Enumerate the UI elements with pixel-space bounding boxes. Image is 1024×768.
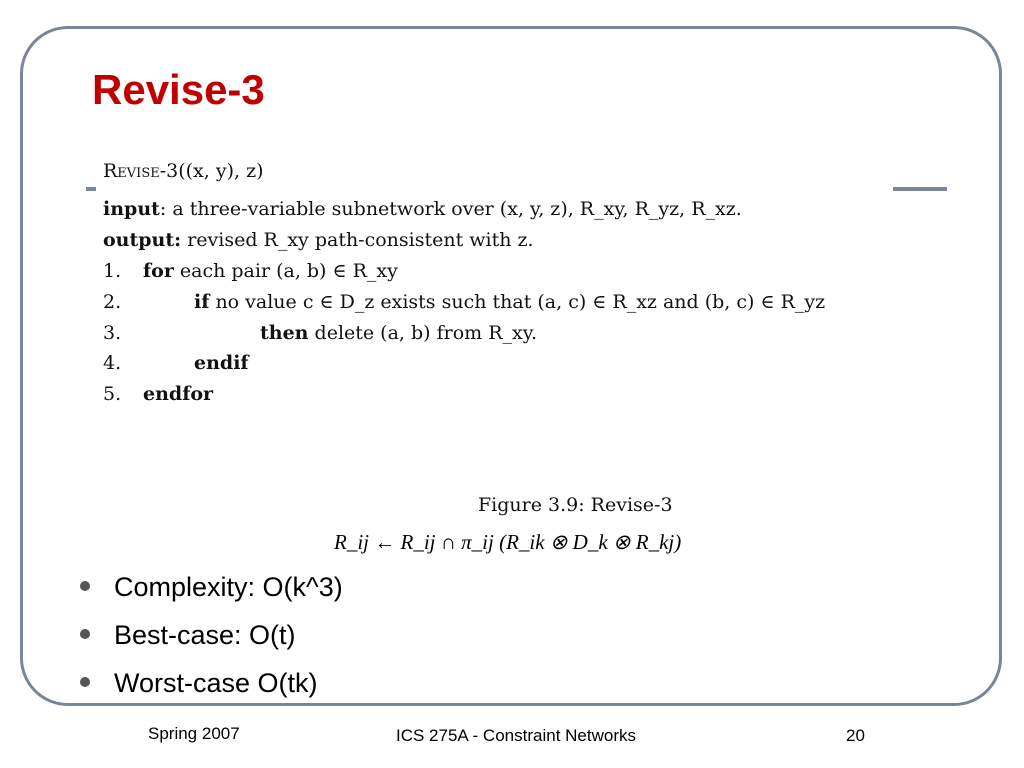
- output-label: output:: [103, 229, 182, 251]
- line-statement: [143, 382, 213, 406]
- line-text: no value c ∈ D_z exists such that (a, c) ∈ R_xz and (b, c) ∈ R_yz: [209, 291, 826, 313]
- footer-course: ICS 275A - Constraint Networks: [396, 726, 636, 745]
- bullet-dot-icon: [80, 581, 90, 591]
- line-statement: [143, 259, 398, 283]
- bullet-item-best-case: [80, 620, 296, 651]
- line-keyword: then: [260, 322, 309, 344]
- bullet-item-worst-case: [80, 668, 318, 699]
- algorithm-args: ((x, y), z): [178, 160, 264, 182]
- input-text: : a three-variable subnetwork over (x, y, z), R_xy, R_yz, R_xz.: [159, 198, 742, 220]
- figure-caption: Figure 3.9: Revise-3: [478, 494, 673, 516]
- algorithm-header: [103, 159, 264, 183]
- output-text: revised R_xy path-consistent with z.: [181, 229, 534, 251]
- line-keyword: endif: [194, 352, 249, 374]
- line-number: 1.: [103, 260, 122, 282]
- footer-date: Spring 2007: [148, 724, 240, 743]
- algorithm-output-line: [103, 228, 534, 252]
- slide-frame: [20, 26, 1002, 706]
- bullet-text: Best-case: O(t): [114, 620, 296, 650]
- update-formula: R_ij ← R_ij ∩ π_ij (R_ik ⊗ D_k ⊗ R_kj): [334, 530, 682, 554]
- line-number: 4.: [103, 352, 122, 374]
- bullet-dot-icon: [80, 629, 90, 639]
- bullet-item-complexity: [80, 572, 343, 603]
- bullet-text: Worst-case O(tk): [114, 668, 318, 698]
- line-keyword: for: [143, 260, 174, 282]
- line-statement: [194, 290, 825, 314]
- footer-page-number: 20: [846, 726, 865, 745]
- line-keyword: endfor: [143, 383, 214, 405]
- divider-mark-left: [86, 187, 96, 191]
- line-statement: [194, 351, 249, 375]
- bullet-dot-icon: [80, 677, 90, 687]
- line-number: 3.: [103, 322, 122, 344]
- slide-title: Revise-3: [92, 66, 265, 113]
- input-label: input: [103, 198, 160, 220]
- line-statement: [260, 321, 537, 345]
- algorithm-input-line: [103, 197, 742, 221]
- line-text: delete (a, b) from R_xy.: [308, 322, 538, 344]
- bullet-text: Complexity: O(k^3): [114, 572, 343, 602]
- algorithm-name: Revise-3: [103, 160, 179, 182]
- line-number: 5.: [103, 383, 122, 405]
- line-number: 2.: [103, 291, 122, 313]
- line-keyword: if: [194, 291, 210, 313]
- line-text: each pair (a, b) ∈ R_xy: [173, 260, 398, 282]
- divider-mark-right: [893, 187, 947, 191]
